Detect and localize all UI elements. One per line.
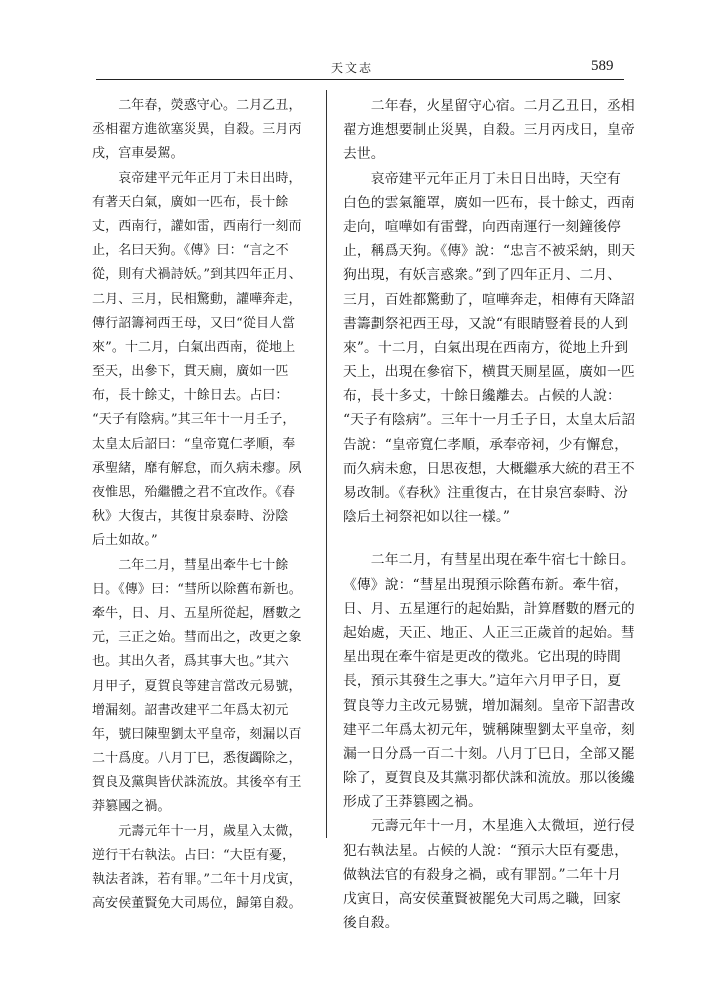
- text-line: 日、月、五星運行的起始點，計算曆數的曆元的: [343, 600, 635, 617]
- text-line: 二十爲度。八月丁巳，悉復蠲除之，: [92, 751, 302, 767]
- text-line: 三月，百姓都驚動了，喧嘩奔走，相傳有天降詔: [343, 291, 635, 308]
- text-line: 起始處，天正、地正、人正三正歲首的起始。彗: [343, 624, 635, 641]
- text-line: 止，名曰天狗。《傳》曰：“言之不: [92, 243, 289, 259]
- text-line: 逆行干右執法。占曰：“大臣有憂，: [92, 847, 296, 863]
- text-line: 高安侯董賢免大司馬位，歸第自殺。: [92, 896, 302, 912]
- column-divider: [326, 90, 327, 838]
- text-line: 元，三正之始。彗而出之，改更之象: [92, 630, 302, 646]
- text-line: 去世。: [343, 146, 385, 163]
- text-line: 書籌劃祭祀西王母，又說“有眼睛豎着長的人到: [343, 315, 629, 332]
- text-line: 走向，喧嘩如有雷聲，向西南運行一刻鐘後停: [343, 218, 621, 235]
- classical-text-column: [92, 94, 312, 916]
- text-line: 后土如故。”: [92, 533, 158, 549]
- text-line: 太皇太后詔曰：“皇帝寬仁孝順，奉: [92, 436, 296, 452]
- translation-text-column: [343, 94, 636, 935]
- text-line: 秋》大復古，其復甘泉泰畤、汾陰: [92, 509, 289, 525]
- text-line: 夜惟思，殆繼體之君不宜改作。《春: [92, 485, 296, 500]
- text-line: 哀帝建平元年正月丁未日出時，: [92, 170, 302, 186]
- text-line: 丈，西南行，讙如雷，西南行一刻而: [92, 218, 302, 234]
- text-line: 元壽元年十一月，木星進入太微垣，逆行侵: [343, 818, 635, 835]
- text-line: 年，號曰陳聖劉太平皇帝，刻漏以百: [92, 726, 302, 742]
- text-line: 星出現在牽牛宿是更改的徵兆。它出現的時間: [343, 649, 621, 666]
- text-line: 二年二月，有彗星出現在牽牛宿七十餘日。: [343, 552, 635, 569]
- text-line: 賀良及黨與皆伏誅流放。其後卒有王: [92, 775, 302, 791]
- text-line: 白色的雲氣籠罩，廣如一匹布，長十餘丈，西南: [343, 194, 635, 211]
- text-line: 做執法官的有殺身之禍，或有罪罰。”二年十月: [343, 866, 622, 883]
- text-line: 哀帝建平元年正月丁未日日出時，天空有: [343, 170, 621, 187]
- text-line: 狗出現，有妖言惑衆。”到了四年正月、二月、: [343, 267, 622, 284]
- text-line: 易改制。《春秋》注重復古，在甘泉宫泰畤、汾: [343, 485, 628, 501]
- text-line: 至天，出參下，貫天廁，廣如一匹: [92, 364, 289, 380]
- text-line: 漏一日分爲一百二十刻。八月丁巳日，全部又罷: [343, 745, 635, 762]
- text-line: 日。《傳》曰：“彗所以除舊布新也。: [92, 581, 302, 597]
- text-line: 《傳》說：“彗星出現預示除舊布新。牽牛宿，: [343, 576, 629, 593]
- text-line: 犯右執法星。占候的人說：“預示大臣有憂患，: [343, 842, 629, 859]
- text-line: 有著天白氣，廣如一匹布，長十餘: [92, 194, 289, 210]
- text-line: 天上，出現在參宿下，横貫天厠星區，廣如一匹: [343, 364, 635, 381]
- text-line: 止，稱爲天狗。《傳》說：“忠言不被采納，則天: [343, 243, 636, 260]
- text-line: 後自殺。: [343, 915, 399, 932]
- text-line: 二年春，火星留守心宿。二月乙丑日，丞相: [343, 98, 635, 114]
- text-line: [343, 529, 625, 548]
- text-line: 執法者誅，若有罪。”二年十月戊寅，: [92, 872, 302, 887]
- text-line: “天子有陰病。”其三年十一月壬子，: [92, 412, 296, 428]
- text-line: 傳行詔籌祠西王母，又曰“從目人當: [92, 315, 296, 331]
- text-line: “天子有陰病”。三年十一月壬子日，太皇太后詔: [343, 412, 636, 429]
- text-line: 而久病未愈，日思夜想，大概繼承大統的君王不: [343, 460, 635, 477]
- text-line: 二月、三月，民相驚動，讙嘩奔走，: [92, 291, 302, 307]
- text-line: 來”。十二月，白氣出西南，從地上: [92, 339, 296, 355]
- header-rule: [96, 79, 624, 80]
- text-line: 除了，夏賀良及其黨羽都伏誅和流放。那以後纔: [343, 770, 635, 787]
- text-line: 戌，宫車晏駕。: [92, 146, 184, 162]
- text-line: 丞相翟方進欲塞災異，自殺。三月丙: [92, 122, 302, 138]
- text-line: 陰后土祠祭祀如以往一樣。”: [343, 509, 511, 526]
- text-line: 也。其出久者，爲其事大也。”其六: [92, 654, 289, 670]
- running-header-title: 天文志: [331, 61, 374, 75]
- text-line: 形成了王莽篡國之禍。: [343, 794, 482, 811]
- text-line: 承聖緒，靡有解怠，而久病未瘳。夙: [92, 460, 302, 476]
- text-line: 告說：“皇帝寬仁孝順，承奉帝祠，少有懈怠，: [343, 436, 629, 453]
- text-line: 月甲子，夏賀良等建言當改元易號，: [92, 678, 302, 694]
- text-line: 二年二月，彗星出牽牛七十餘: [92, 557, 289, 573]
- text-line: 從，則有犬禍詩妖。”到其四年正月、: [92, 267, 302, 283]
- page-number: 589: [591, 58, 614, 74]
- text-line: 二年春，熒惑守心。二月乙丑，: [92, 98, 302, 113]
- text-line: 布，長十餘丈，十餘日去。占曰：: [92, 388, 289, 404]
- text-line: 增漏刻。詔書改建平二年爲太初元: [92, 702, 289, 718]
- text-line: 賀良等力主改元易號，增加漏刻。皇帝下詔書改: [343, 697, 635, 714]
- text-line: 元壽元年十一月，歲星入太微，: [92, 823, 302, 839]
- text-line: 翟方進想要制止災異，自殺。三月丙戌日，皇帝: [343, 122, 635, 139]
- text-line: 戊寅日，高安侯董賢被罷免大司馬之職，回家: [343, 891, 621, 907]
- text-line: 長，預示其發生之事大。”這年六月甲子日，夏: [343, 673, 622, 690]
- text-line: 莽篡國之禍。: [92, 799, 171, 815]
- text-line: 建平二年爲太初元年，號稱陳聖劉太平皇帝，刻: [343, 721, 635, 738]
- text-line: 來”。十二月，白氣出現在西南方，從地上升到: [343, 339, 629, 356]
- text-line: 牽牛，日、月、五星所從起，曆數之: [92, 605, 302, 621]
- text-line: 布，長十多丈，十餘日纔離去。占候的人說：: [343, 388, 621, 405]
